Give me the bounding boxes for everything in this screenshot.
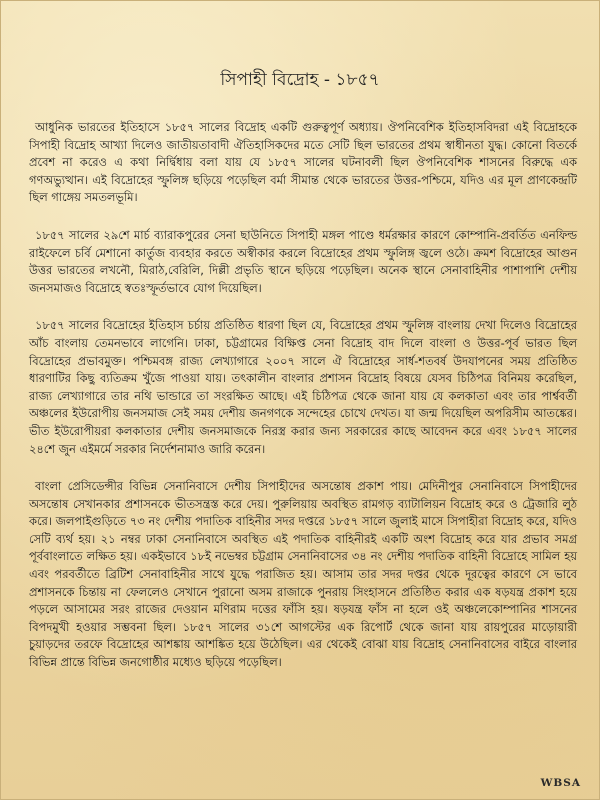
paragraph-1: আধুনিক ভারতের ইতিহাসে ১৮৫৭ সালের বিদ্রোহ একটি গুরুত্বপূর্ণ অধ্যায়। ঔপনিবেশিক ইতিহাসবিদরা এই বিদ্রোহকে সিপাহী বিদ্রোহ আখ্যা দিলেও জাতীয়তাবাদী ঐতিহাসিকদের মতে সেটি ছিল ভারতের প্রথম স্বাধীনতা যুদ্ধ। কোনো বিতর্কে প্রবেশ না করেও এ কথা নির্দ্বিধায় বলা যায় যে ১৮৫৭ সালের ঘটনাবলী ছিল ঔপনিবেশিক শাসনের বিরুদ্ধে এক গণঅভ্যুত্থান। এই বিদ্রোহের স্ফুলিঙ্গ ছড়িয়ে পড়েছিল বর্মা সীমান্ত থেকে ভারতের উত্তর-পশ্চিমে, যদিও এর মূল প্রাণকেন্দ্রটি ছিল গাঙ্গেয় সমতলভূমি। bbox=[29, 120, 577, 205]
page-title: সিপাহী বিদ্রোহ - ১৮৫৭ bbox=[220, 70, 380, 90]
brand-mark: WBSA bbox=[540, 777, 581, 789]
paragraph-4: বাংলা প্রেসিডেন্সীর বিভিন্ন সেনানিবাসে দেশীয় সিপাহীদের অসন্তোষ প্রকাশ পায়। মেদিনীপুর সেনানিবাসে সিপাহীদের অসন্তোষ সেখানকার প্রশাসনকে ভীতসন্ত্রস্ত করে দেয়। পুরুলিয়ায় অবস্থিত রামগড় ব্যাটালিয়ন বিদ্রোহ করে ও ট্রেজারি লুঠ করে। জলপাইগুড়িতে ৭৩ নং দেশীয় পদাতিক বাহিনীর সদর দপ্তরে ১৮৫৭ সালে জুলাই মাসে সিপাহীরা বিদ্রোহ করে, যদিও সেটি ব্যর্থ হয়। ২১ নম্বর ঢাকা সেনানিবাসে অবস্থিত এই পদাতিক বাহিনীরই একটি অংশ বিদ্রোহ করে যার প্রভাব সমগ্র পূর্ববাংলাতে লক্ষিত হয়। একইভাবে ১৮ই নভেম্বর চট্টগ্রাম সেনানিবাসের ৩৪ নং দেশীয় পদাতিক বাহিনী বিদ্রোহে সামিল হয় এবং পরবর্তীতে ব্রিটিশ সেনাবাহিনীর সাথে যুদ্ধে পরাজিত হয়। আসাম তার সদর দপ্তর থেকে দূরত্বের কারণে সে ভাবে প্রশাসনকে চিন্তায় না ফেললেও সেখানে পুরানো অসম রাজাকে পুনরায় সিংহাসনে প্রতিষ্ঠিত করার এক ষড়যন্ত্র প্রকাশ হয়ে পড়লে আসামের সরং রাজের দেওয়ান মণিরাম দত্তের ফাঁসি হয়। ষড়যন্ত্র ফাঁস না হলে ওই অঞ্চলেকোম্পানির শাসনের বিপদমুখী হওয়ার সম্ভবনা ছিল। ১৮৫৭ সালের ৩১শে আগস্টের এক রিপোর্ট থেকে জানা যায় রায়পুরের মাড়োয়ারী চুয়াড়দের তরফে বিদ্রোহের আশঙ্কায় আশঙ্কিত হয়ে উঠেছিল। এর থেকেই বোঝা যায় বিদ্রোহ সেনানিবাসের বাইরে বাংলার বিভিন্ন প্রান্তে বিভিন্ন জনগোষ্ঠীর মধ্যেও ছড়িয়ে পড়েছিল। bbox=[29, 479, 577, 670]
document-body bbox=[29, 119, 577, 692]
paragraph-3: ১৮৫৭ সালের বিদ্রোহের ইতিহাস চর্চায় প্রতিষ্ঠিত ধারণা ছিল যে, বিদ্রোহের প্রথম স্ফুলিঙ্গ বাংলায় দেখা দিলেও বিদ্রোহের আঁচ বাংলায় তেমনভাবে লাগেনি। ঢাকা, চট্টগ্রামের বিক্ষিপ্ত সেনা বিদ্রোহ বাদ দিলে বাংলা ও উত্তর-পূর্ব ভারত ছিল বিদ্রোহের প্রভাবমুক্ত। পশ্চিমবঙ্গ রাজ্য লেখ্যাগারে ২০০৭ সালে ঐ বিদ্রোহের সার্ধ-শতবর্ষ উদযাপনের সময় প্রতিষ্ঠিত ধারণাটির কিছু ব্যতিক্রম খুঁজে পাওয়া যায়। তৎকালীন বাংলার প্রশাসন বিদ্রোহ বিষয়ে যেসব চিঠিপত্র বিনিময় করেছিল, রাজ্য লেখ্যাগারে তার নথি ভান্ডারে তা সংরক্ষিত আছে। এই চিঠিপত্র থেকে জানা যায় যে কলকাতা এবং তার পার্শ্ববর্তী অঞ্চলের ইউরোপীয় জনসমাজ সেই সময় দেশীয় জনগণকে সন্দেহের চোখে দেখত। যা জন্ম দিয়েছিল অপরিসীম আতঙ্কের। ভীত ইউরোপীয়রা কলকাতার দেশীয় জনসমাজকে নিরস্ত্র করার জন্য সরকারের কাছে আবেদন করে এবং ১৮৫৭ সালের ২৪শে জুন এইমর্মে সরকার নির্দেশনামাও জারি করেন। bbox=[29, 318, 577, 456]
paragraph-2: ১৮৫৭ সালের ২৯শে মার্চ ব্যারাকপুরের সেনা ছাউনিতে সিপাহী মঙ্গল পাণ্ডে ধর্মরক্ষার কারণে কোম্পানি-প্রবর্তিত এনফিল্ড রাইফেলে চর্বি মেশানো কার্তুজ ব্যবহার করতে অস্বীকার করলে বিদ্রোহের প্রথম স্ফুলিঙ্গ জ্বলে ওঠে। ক্রমশ বিদ্রোহের আগুন উত্তর ভারতের লখনৌ, মিরাঠ,বেরিলি, দিল্লী প্রভৃতি স্থানে ছড়িয়ে পড়েছিল। অনেক স্থানে সেনাবাহিনীর পাশাপাশি দেশীয় জনসমাজও বিদ্রোহে স্বতঃস্ফূর্তভাবে যোগ দিয়েছিল। bbox=[29, 227, 577, 295]
